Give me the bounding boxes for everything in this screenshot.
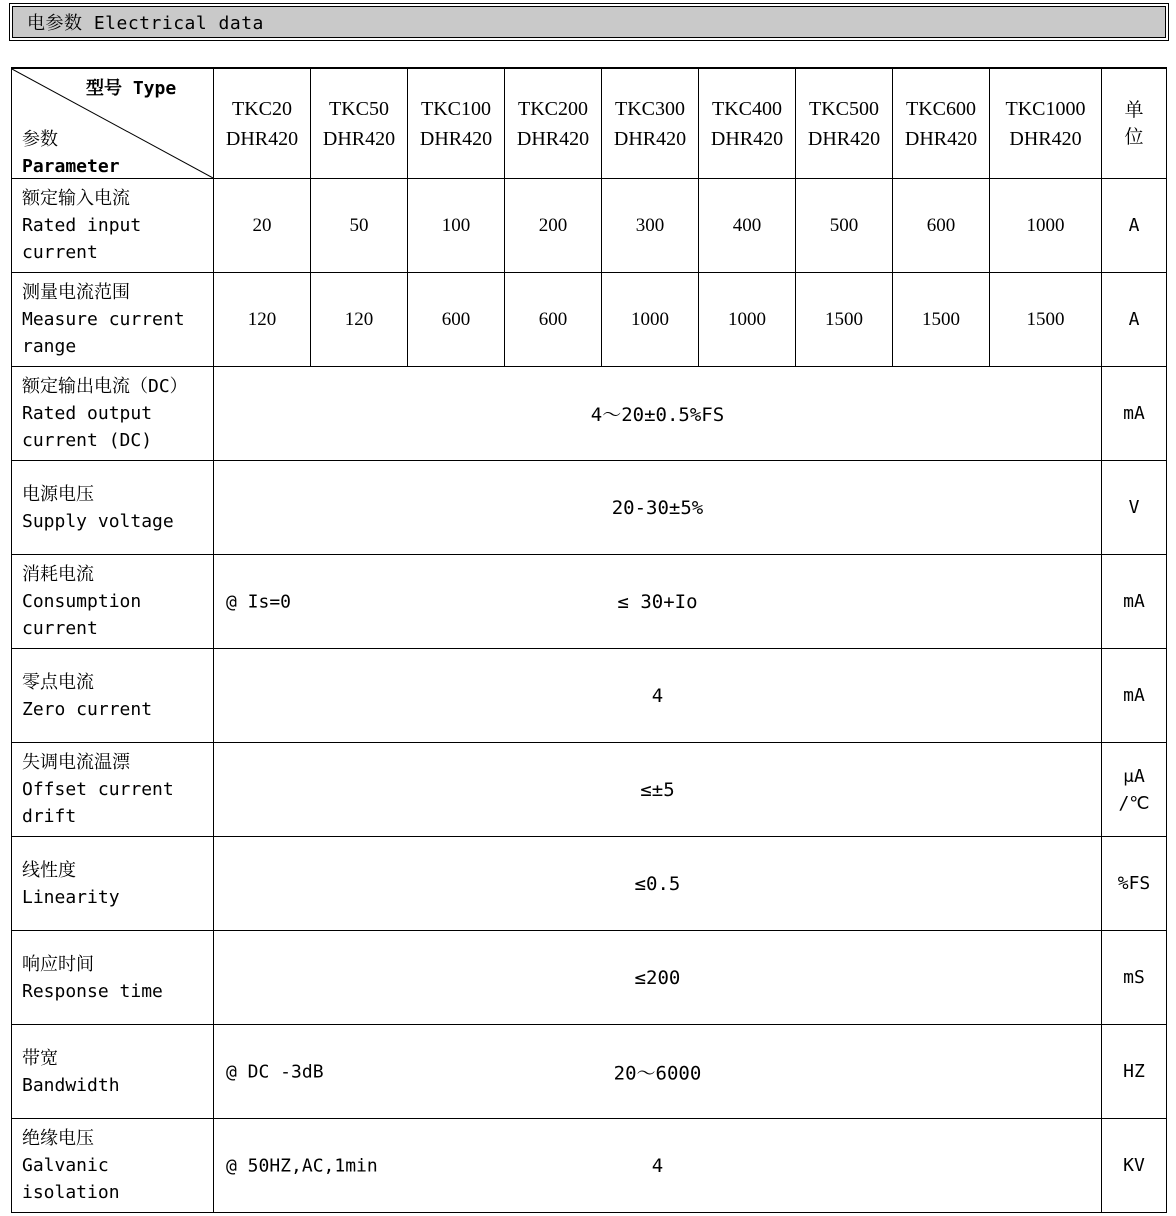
unit-cell: mA [1102,367,1167,461]
type-label: 型号 Type [86,78,177,99]
merged-value-cell [214,555,1102,649]
param-cell: 失调电流温漂 Offset current drift [12,743,214,837]
header-row [12,68,1167,179]
section-title-bar [12,6,1166,38]
unit-cell: %FS [1102,837,1167,931]
value-cell: 100 [408,179,505,273]
row-supply-voltage [12,461,1167,555]
condition-text: @ DC -3dB [226,1061,324,1082]
row-rated-output-current [12,367,1167,461]
value-cell: 300 [602,179,699,273]
model-header: TKC1000 DHR420 [990,68,1102,179]
unit-header: 单 位 [1102,68,1167,179]
value-cell: 1000 [602,273,699,367]
value-cell: 1000 [699,273,796,367]
unit-cell: V [1102,461,1167,555]
model-header: TKC400 DHR420 [699,68,796,179]
parameter-label-en: Parameter [22,156,120,177]
model-header: TKC200 DHR420 [505,68,602,179]
value-cell: 1500 [990,273,1102,367]
param-cell: 响应时间 Response time [12,931,214,1025]
merged-value-cell: ≤200 [214,931,1102,1025]
row-measure-current-range [12,273,1167,367]
model-header: TKC300 DHR420 [602,68,699,179]
row-offset-current-drift [12,743,1167,837]
model-header: TKC20 DHR420 [214,68,311,179]
row-zero-current [12,649,1167,743]
merged-value: 4 [651,1154,664,1177]
unit-cell: mA [1102,649,1167,743]
value-cell: 20 [214,179,311,273]
merged-value-cell [214,1025,1102,1119]
param-cell: 零点电流 Zero current [12,649,214,743]
value-cell: 1500 [893,273,990,367]
row-consumption-current [12,555,1167,649]
value-cell: 1500 [796,273,893,367]
unit-cell: KV [1102,1119,1167,1213]
value-cell: 500 [796,179,893,273]
value-cell: 120 [311,273,408,367]
merged-value: ≤ 30+Io [617,590,698,613]
param-cell: 测量电流范围 Measure current range [12,273,214,367]
merged-value-cell: ≤0.5 [214,837,1102,931]
condition-text: @ Is=0 [226,591,292,612]
merged-value-cell: 4～20±0.5%FS [214,367,1102,461]
row-response-time [12,931,1167,1025]
value-cell: 600 [505,273,602,367]
row-rated-input-current [12,179,1167,273]
merged-value-cell: 20-30±5% [214,461,1102,555]
unit-cell: mS [1102,931,1167,1025]
electrical-data-table [11,67,1167,1213]
unit-cell: HZ [1102,1025,1167,1119]
value-cell: 600 [408,273,505,367]
param-cell: 线性度 Linearity [12,837,214,931]
param-cell: 额定输入电流 Rated input current [12,179,214,273]
param-cell: 电源电压 Supply voltage [12,461,214,555]
model-header: TKC50 DHR420 [311,68,408,179]
merged-value-cell: 4 [214,649,1102,743]
model-header: TKC100 DHR420 [408,68,505,179]
merged-value-cell [214,1119,1102,1213]
param-cell: 绝缘电压 Galvanic isolation [12,1119,214,1213]
merged-value: 20～6000 [613,1062,702,1084]
parameter-label [22,126,120,180]
parameter-label-cn: 参数 [22,129,58,150]
row-bandwidth [12,1025,1167,1119]
unit-cell: μA /℃ [1102,743,1167,837]
model-header: TKC500 DHR420 [796,68,893,179]
value-cell: 1000 [990,179,1102,273]
value-cell: 120 [214,273,311,367]
unit-cell: A [1102,273,1167,367]
condition-text: @ 50HZ,AC,1min [226,1155,378,1176]
param-cell: 带宽 Bandwidth [12,1025,214,1119]
param-cell: 额定输出电流（DC） Rated output current (DC) [12,367,214,461]
value-cell: 400 [699,179,796,273]
unit-cell: mA [1102,555,1167,649]
row-galvanic-isolation [12,1119,1167,1213]
merged-value-cell: ≤±5 [214,743,1102,837]
model-header: TKC600 DHR420 [893,68,990,179]
row-linearity [12,837,1167,931]
unit-cell: A [1102,179,1167,273]
param-cell: 消耗电流 Consumption current [12,555,214,649]
value-cell: 600 [893,179,990,273]
diagonal-header-cell [12,68,214,179]
section-title: 电参数 Electrical data [27,13,264,34]
value-cell: 200 [505,179,602,273]
value-cell: 50 [311,179,408,273]
